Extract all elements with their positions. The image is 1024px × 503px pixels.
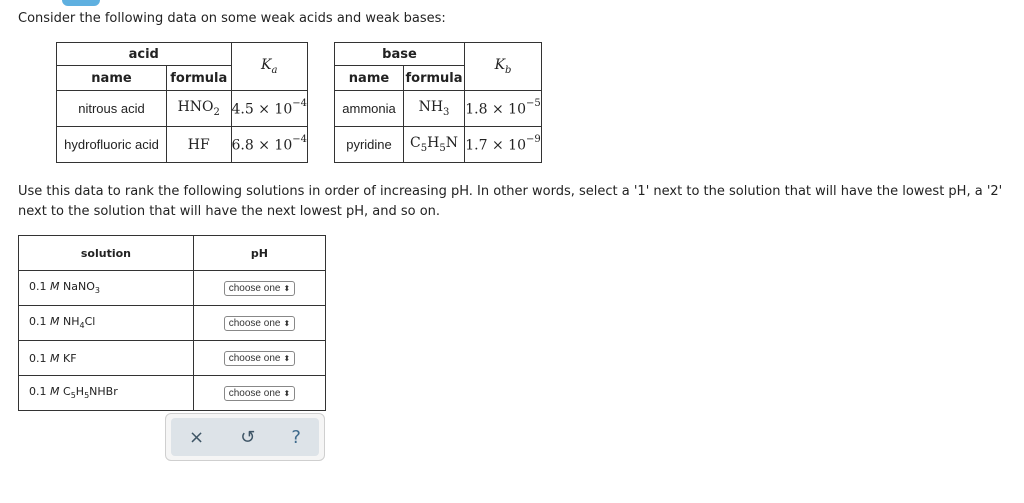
table-row [57,127,308,163]
select-arrows-icon: ⬍ [283,388,291,398]
acid-name: nitrous acid [57,91,167,127]
table-row [19,376,326,411]
base-formula: $C_5H_5N$ [404,127,465,163]
table-row [335,127,542,163]
base-k-header: $K_b$ [465,43,542,91]
top-tab-indicator [62,0,100,6]
undo-icon[interactable]: ↺ [240,426,256,448]
solution-label: 0.1 M $C_5H_5NHBr$ [19,376,194,411]
select-arrows-icon: ⬍ [283,353,291,363]
base-name-header: name [335,66,404,91]
acid-table [56,42,308,163]
table-row [335,91,542,127]
ph-rank-select[interactable]: choose one ⬍ [224,386,295,401]
ranking-table [18,235,326,411]
base-formula: $NH_3$ [404,91,465,127]
acid-ka-value: $4.5 \times 10^{-4}$ [231,91,307,127]
acid-ka-value: $6.8 \times 10^{-4}$ [231,127,307,163]
table-row [19,306,326,341]
ph-rank-select[interactable]: choose one ⬍ [224,316,295,331]
answer-toolbar [165,413,325,461]
table-row [57,91,308,127]
acid-k-header: $K_a$ [231,43,307,91]
base-name: pyridine [335,127,404,163]
base-table [334,42,542,163]
acid-name-header: name [57,66,167,91]
base-name: ammonia [335,91,404,127]
solution-label: 0.1 M $NH_4Cl$ [19,306,194,341]
table-row [19,271,326,306]
ph-rank-select[interactable]: choose one ⬍ [224,281,295,296]
close-icon[interactable]: × [189,426,205,448]
base-group-header: base [335,43,465,66]
ph-header: pH [193,236,325,271]
acid-formula: HF [166,127,231,163]
base-kb-value: $1.8 \times 10^{-5}$ [465,91,542,127]
acid-name: hydrofluoric acid [57,127,167,163]
instructions-text: Use this data to rank the following solutions in order of increasing pH. In other words, select a '1' next to the solution that will have the lowest pH, a '2' next to the solution that will have the next lowest pH, and so on. [18,184,1003,219]
base-kb-value: $1.7 \times 10^{-9}$ [465,127,542,163]
intro-text: Consider the following data on some weak acids and weak bases: [18,11,446,26]
select-arrows-icon: ⬍ [283,318,291,328]
base-formula-header: formula [404,66,465,91]
table-row [19,341,326,376]
acid-group-header: acid [57,43,232,66]
acid-formula: $HNO_2$ [166,91,231,127]
solution-label: 0.1 M NaNO$_3$ [19,271,194,306]
ph-rank-select[interactable]: choose one ⬍ [224,351,295,366]
select-arrows-icon: ⬍ [283,283,291,293]
solution-header: solution [19,236,194,271]
acid-formula-header: formula [166,66,231,91]
help-icon[interactable]: ? [291,426,301,448]
solution-label: 0.1 M KF [19,341,194,376]
